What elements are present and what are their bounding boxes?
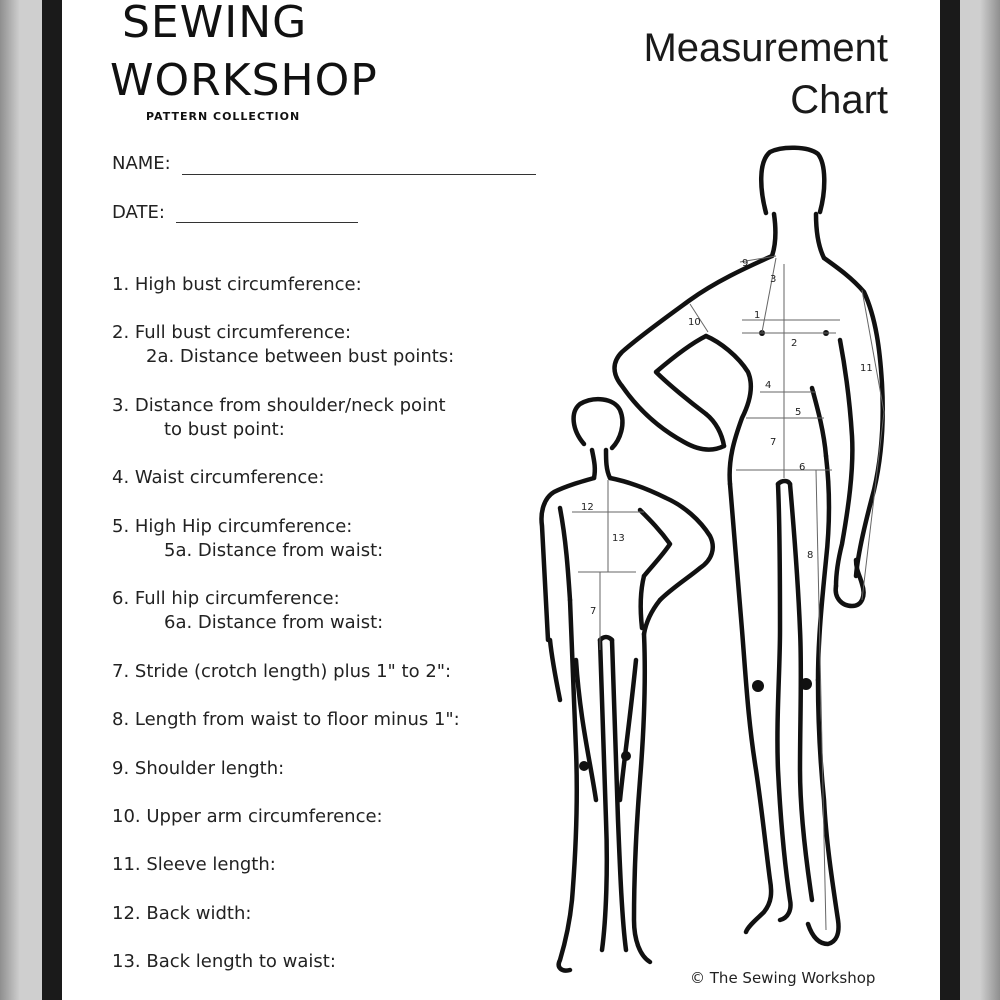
name-field[interactable] xyxy=(182,174,536,175)
frame-left-border xyxy=(42,0,62,1000)
measurement-item-10: 10. Upper arm circumference: xyxy=(112,806,383,827)
chart-sheet xyxy=(62,0,940,1000)
figure-label-7: 7 xyxy=(770,437,777,448)
measurement-item-9: 9. Shoulder length: xyxy=(112,758,285,779)
figure-label-2: 2 xyxy=(791,338,798,349)
logo-text-workshop: WORKSHOP xyxy=(110,55,378,106)
figure-label-7-back: 7 xyxy=(590,606,597,617)
measurement-item-7: 7. Stride (crotch length) plus 1" to 2": xyxy=(112,661,452,682)
figure-label-4: 4 xyxy=(765,380,772,391)
logo-subtitle: PATTERN COLLECTION xyxy=(146,110,301,123)
page-title-line-2: Chart xyxy=(790,78,888,122)
measurement-item-8: 8. Length from waist to floor minus 1": xyxy=(112,709,460,730)
figure-label-13: 13 xyxy=(612,533,625,544)
measurement-item-3-continued: to bust point: xyxy=(164,419,285,440)
date-field[interactable] xyxy=(176,222,358,223)
figure-label-1: 1 xyxy=(754,310,761,321)
measurement-item-11: 11. Sleeve length: xyxy=(112,854,276,875)
measurement-item-6a: 6a. Distance from waist: xyxy=(164,612,384,633)
measurement-item-3: 3. Distance from shoulder/neck point xyxy=(112,395,446,416)
measurement-item-2a: 2a. Distance between bust points: xyxy=(146,346,455,367)
figure-label-11: 11 xyxy=(860,363,873,374)
figure-label-8: 8 xyxy=(807,550,814,561)
figure-label-9: 9 xyxy=(742,258,749,269)
frame-right-border xyxy=(940,0,960,1000)
copyright-notice: © The Sewing Workshop xyxy=(690,969,876,987)
date-label: DATE: xyxy=(112,202,165,223)
measurement-item-4: 4. Waist circumference: xyxy=(112,467,325,488)
measurement-item-1: 1. High bust circumference: xyxy=(112,274,362,295)
figure-label-6: 6 xyxy=(799,462,806,473)
page-title-line-1: Measurement xyxy=(643,26,888,70)
measurement-item-5a: 5a. Distance from waist: xyxy=(164,540,384,561)
logo-text-sewing: SEWING xyxy=(122,0,308,48)
figure-label-12: 12 xyxy=(581,502,594,513)
figure-label-10: 10 xyxy=(688,317,701,328)
measurement-item-12: 12. Back width: xyxy=(112,903,252,924)
measurement-item-6: 6. Full hip circumference: xyxy=(112,588,340,609)
figure-label-3: 3 xyxy=(770,274,777,285)
name-label: NAME: xyxy=(112,153,171,174)
measurement-item-13: 13. Back length to waist: xyxy=(112,951,336,972)
measurement-item-2: 2. Full bust circumference: xyxy=(112,322,352,343)
measurement-item-5: 5. High Hip circumference: xyxy=(112,516,353,537)
figure-label-5: 5 xyxy=(795,407,802,418)
